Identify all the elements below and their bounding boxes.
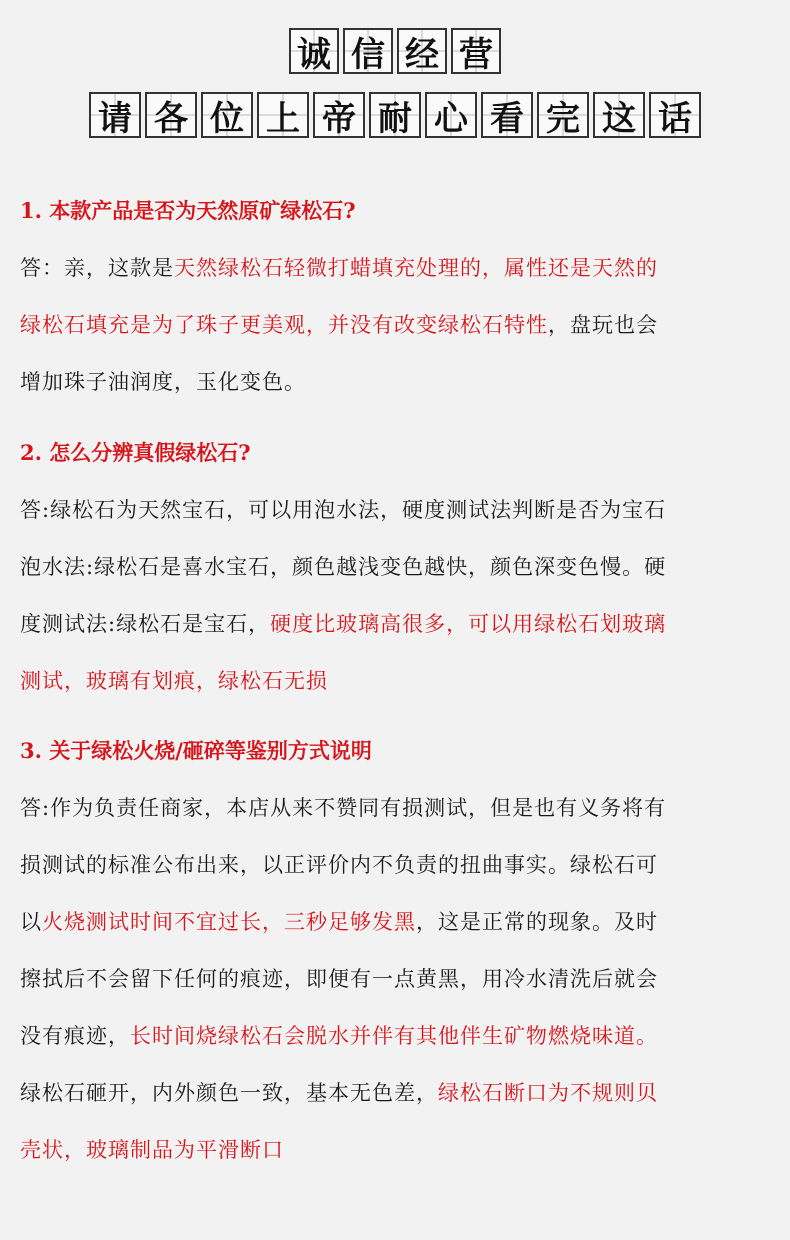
title-char: 营 <box>451 28 501 74</box>
title-char: 信 <box>343 28 393 74</box>
faq-answer <box>20 780 780 1179</box>
title-char: 这 <box>593 92 645 138</box>
title-char: 位 <box>201 92 253 138</box>
answer-line <box>20 894 780 951</box>
faq-question: 1. 本款产品是否为天然原矿绿松石? <box>20 198 356 223</box>
answer-text: 度测试法:绿松石是宝石， <box>20 612 271 636</box>
title-char: 诚 <box>289 28 339 74</box>
answer-line <box>20 1122 780 1179</box>
title-char: 请 <box>89 92 141 138</box>
answer-line <box>20 837 780 894</box>
faq-answer <box>20 240 780 411</box>
answer-text: 泡水法:绿松石是喜水宝石，颜色越浅变色越快，颜色深变色慢。硬 <box>20 555 667 579</box>
answer-line <box>20 539 780 596</box>
answer-line <box>20 354 780 411</box>
title-char: 经 <box>397 28 447 74</box>
faq-section-natural-turquoise <box>20 196 780 411</box>
answer-highlight: 测试，玻璃有划痕，绿松石无损 <box>20 669 328 693</box>
answer-highlight: 绿松石填充是为了珠子更美观，并没有改变绿松石特性 <box>20 313 548 337</box>
title-char: 耐 <box>369 92 421 138</box>
title-char: 看 <box>481 92 533 138</box>
answer-line <box>20 297 780 354</box>
title-char: 上 <box>257 92 309 138</box>
faq-question: 3. 关于绿松火烧/砸碎等鉴别方式说明 <box>20 738 372 763</box>
answer-text: 增加珠子油润度，玉化变色。 <box>20 370 306 394</box>
answer-line <box>20 780 780 837</box>
title-char: 各 <box>145 92 197 138</box>
answer-text: ，这是正常的现象。及时 <box>416 910 658 934</box>
answer-text: 损测试的标准公布出来，以正评价内不负责的扭曲事实。绿松石可 <box>20 853 658 877</box>
answer-text: 答：亲，这款是 <box>20 256 174 280</box>
title-char: 心 <box>425 92 477 138</box>
faq-answer <box>20 482 780 710</box>
answer-line <box>20 240 780 297</box>
answer-highlight: 天然绿松石轻微打蜡填充处理的，属性还是天然的 <box>174 256 658 280</box>
answer-line <box>20 482 780 539</box>
answer-highlight: 绿松石断口为不规则贝 <box>438 1081 658 1105</box>
answer-highlight: 火烧测试时间不宜过长，三秒足够发黑 <box>42 910 416 934</box>
answer-line <box>20 596 780 653</box>
answer-text: 绿松石砸开，内外颜色一致，基本无色差， <box>20 1081 438 1105</box>
title-char: 完 <box>537 92 589 138</box>
title-char: 帝 <box>313 92 365 138</box>
faq-section-fire-smash-test <box>20 736 780 1179</box>
answer-text: 没有痕迹， <box>20 1024 130 1048</box>
answer-text: 答:绿松石为天然宝石，可以用泡水法，硬度测试法判断是否为宝石 <box>20 498 667 522</box>
answer-highlight: 长时间烧绿松石会脱水并伴有其他伴生矿物燃烧味道。 <box>130 1024 658 1048</box>
title-integrity <box>0 28 790 74</box>
answer-highlight: 壳状，玻璃制品为平滑断口 <box>20 1138 284 1162</box>
answer-line <box>20 1065 780 1122</box>
answer-line <box>20 653 780 710</box>
answer-text: 擦拭后不会留下任何的痕迹，即便有一点黄黑，用冷水清洗后就会 <box>20 967 658 991</box>
answer-text: 答:作为负责任商家，本店从来不赞同有损测试，但是也有义务将有 <box>20 796 667 820</box>
title-char: 话 <box>649 92 701 138</box>
faq-question: 2. 怎么分辨真假绿松石? <box>20 440 251 465</box>
title-please-read <box>0 92 790 138</box>
answer-text: ，盘玩也会 <box>548 313 658 337</box>
answer-line <box>20 951 780 1008</box>
faq-section-identify-fake <box>20 438 780 710</box>
answer-highlight: 硬度比玻璃高很多，可以用绿松石划玻璃 <box>270 612 667 636</box>
answer-line <box>20 1008 780 1065</box>
answer-text: 以 <box>20 910 42 934</box>
